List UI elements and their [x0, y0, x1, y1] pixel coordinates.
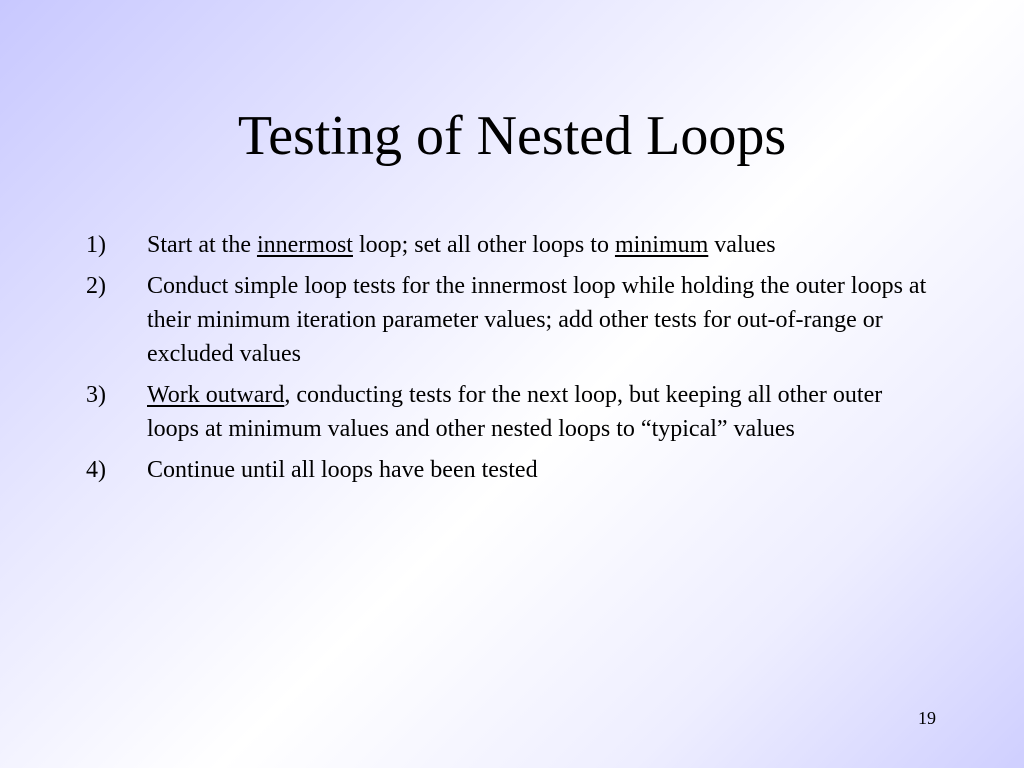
- list-item-number: 1): [86, 232, 106, 258]
- text-run: , conducting tests for the next loop, but keeping all other outer loops at minimum values and other nested loops to “typical” values: [147, 382, 883, 442]
- underlined-term-minimum: minimum: [614, 232, 709, 258]
- underlined-term-innermost: innermost: [256, 232, 353, 258]
- list-item-text: Conduct simple loop tests for the innermost loop while holding the outer loops at their minimum iteration parameter values; add other tests for out-of-range or excluded values: [147, 273, 927, 367]
- list-item-number: 3): [86, 382, 106, 408]
- list-item-number: 2): [86, 273, 106, 299]
- list-item: [86, 378, 936, 446]
- slide-title: Testing of Nested Loops: [237, 105, 787, 167]
- list-item-text: [147, 228, 936, 262]
- text-run: loop; set all other loops to: [352, 232, 615, 258]
- text-run: values: [708, 232, 776, 258]
- list-item: [86, 228, 936, 262]
- underlined-term-work-outward: Work outward: [147, 382, 285, 408]
- list-item-number: 4): [86, 457, 106, 483]
- text-run: Start at the: [147, 232, 257, 258]
- list-item: [86, 453, 936, 487]
- list-item-text: [147, 378, 936, 446]
- page-number: 19: [918, 708, 936, 728]
- numbered-list: [86, 228, 936, 494]
- list-item-text: Continue until all loops have been tested: [147, 457, 538, 483]
- list-item: [86, 269, 936, 371]
